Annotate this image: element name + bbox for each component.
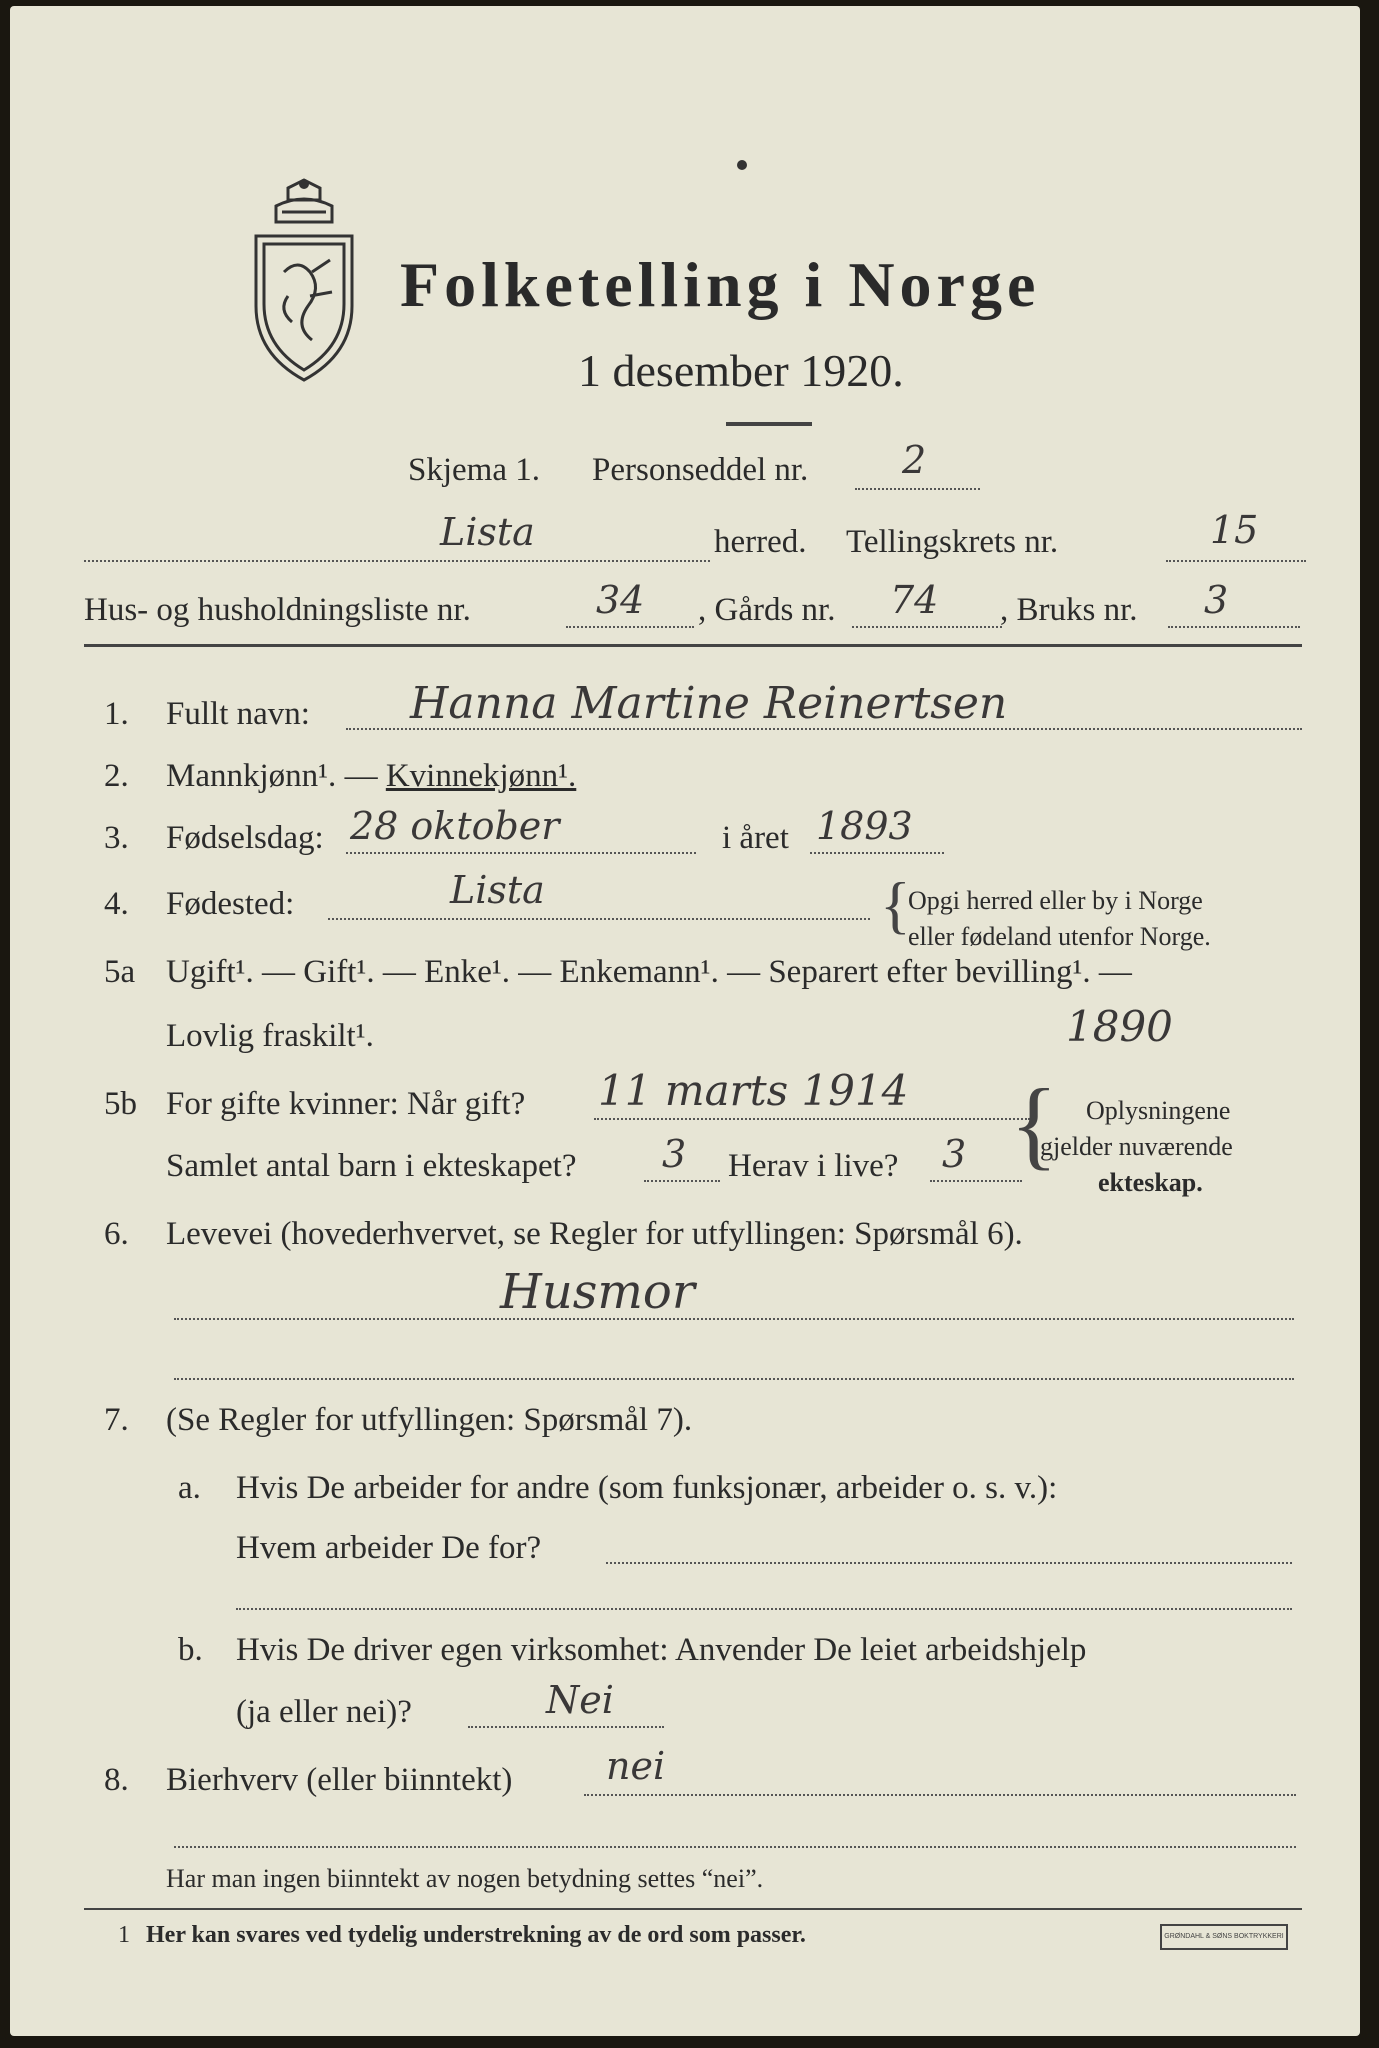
q7b-text2: (ja eller nei)? <box>236 1694 412 1730</box>
tellingskrets-label: Tellingskrets nr. <box>846 524 1059 560</box>
gards-dots <box>852 626 1002 628</box>
brace-icon: { <box>880 869 911 940</box>
form-date: 1 desember 1920. <box>578 345 904 396</box>
q6-number: 6. <box>104 1216 129 1252</box>
q5b-note-line1: Oplysningene <box>1086 1096 1231 1125</box>
bruks-label: , Bruks nr. <box>1000 592 1138 628</box>
title-rule <box>726 422 812 426</box>
personseddel-label: Personseddel nr. <box>592 452 809 488</box>
q4-label: Fødested: <box>166 886 295 922</box>
q4-number: 4. <box>104 886 129 922</box>
margin-year-value: 1890 <box>1066 1002 1173 1051</box>
gender-options <box>166 758 576 795</box>
printer-stamp: GRØNDAHL & SØNS BOKTRYKKERI <box>1160 1924 1288 1950</box>
q7a-text: Hvis De arbeider for andre (som funksjonær, arbeider o. s. v.): <box>236 1470 1058 1506</box>
q7-label: (Se Regler for utfyllingen: Spørsmål 7). <box>166 1402 693 1438</box>
q8-dots-1 <box>584 1794 1296 1796</box>
husliste-value[interactable]: 34 <box>596 578 645 622</box>
q1-label: Fullt navn: <box>166 696 310 732</box>
form-title: Folketelling i Norge <box>400 249 1041 320</box>
barn-label: Samlet antal barn i ekteskapet? <box>166 1148 577 1184</box>
gards-value[interactable]: 74 <box>890 578 939 622</box>
q7b-dots <box>468 1726 664 1728</box>
barn-value[interactable]: 3 <box>662 1132 687 1176</box>
q7-number: 7. <box>104 1402 129 1438</box>
gards-label: , Gårds nr. <box>698 592 836 628</box>
q5b-number: 5b <box>104 1086 137 1122</box>
husliste-dots <box>566 626 694 628</box>
q8-label: Bierhverv (eller biinntekt) <box>166 1762 513 1798</box>
year-label: i året <box>722 820 789 856</box>
census-form <box>10 6 1360 2036</box>
bruks-value[interactable]: 3 <box>1204 578 1229 622</box>
q7a-dots-2 <box>236 1608 1292 1610</box>
barn-dots <box>644 1180 720 1182</box>
gender-dash: — <box>336 758 386 794</box>
personseddel-dots <box>855 488 980 490</box>
live-dots <box>930 1180 1022 1182</box>
q5b-dots <box>594 1118 1030 1120</box>
bruks-dots <box>1168 626 1300 628</box>
birthplace-value[interactable]: Lista <box>450 868 545 912</box>
marriage-date-value[interactable]: 11 marts 1914 <box>598 1066 909 1115</box>
q1-number: 1. <box>104 696 129 732</box>
q4-note-line2: eller fødeland utenfor Norge. <box>908 922 1211 951</box>
herred-dots <box>84 560 710 562</box>
husliste-label: Hus- og husholdningsliste nr. <box>84 592 471 628</box>
brace-icon: { <box>1010 1068 1058 1179</box>
q5a-number: 5a <box>104 954 136 990</box>
birth-year-value[interactable]: 1893 <box>816 804 913 848</box>
q5b-note-line3: ekteskap. <box>1098 1168 1203 1197</box>
q3-dots <box>346 852 696 854</box>
occupation-value[interactable]: Husmor <box>500 1264 695 1320</box>
header-divider <box>84 644 1302 647</box>
q5b-label: For gifte kvinner: Når gift? <box>166 1086 526 1122</box>
q6-dots-2 <box>174 1378 1294 1380</box>
mann-option[interactable]: Mannkjønn¹. <box>166 758 337 794</box>
live-label: Herav i live? <box>728 1148 899 1184</box>
q7a-text2: Hvem arbeider De for? <box>236 1530 542 1566</box>
q6-label: Levevei (hovederhvervet, se Regler for utfyllingen: Spørsmål 6). <box>166 1216 1023 1252</box>
q3-number: 3. <box>104 820 129 856</box>
q7b-letter: b. <box>178 1632 203 1668</box>
q7a-dots-1 <box>606 1562 1292 1564</box>
q4-note-line1: Opgi herred eller by i Norge <box>908 886 1203 915</box>
kvinne-option[interactable]: Kvinnekjønn¹. <box>385 758 577 794</box>
q3-label: Fødselsdag: <box>166 820 324 856</box>
q7b-text: Hvis De driver egen virksomhet: Anvender De leiet arbeidshjelp <box>236 1632 1087 1668</box>
q8-dots-2 <box>174 1846 1296 1848</box>
side-income-value[interactable]: nei <box>606 1744 666 1788</box>
q2-number: 2. <box>104 758 129 794</box>
footer-divider <box>84 1908 1302 1910</box>
q6-dots-1 <box>174 1318 1294 1320</box>
herred-label: herred. <box>714 524 807 560</box>
hired-help-value[interactable]: Nei <box>546 1678 614 1722</box>
q7a-letter: a. <box>178 1470 201 1506</box>
marital-options-line2[interactable]: Lovlig fraskilt¹. <box>166 1018 374 1054</box>
income-note: Har man ingen biinntekt av nogen betydning settes “nei”. <box>166 1864 764 1893</box>
coat-of-arms-icon <box>248 176 360 386</box>
q5b-note-line2: gjelder nuværende <box>1040 1132 1233 1161</box>
year-dots <box>810 852 944 854</box>
ornament-dot <box>737 160 747 170</box>
live-value[interactable]: 3 <box>942 1132 967 1176</box>
full-name-value[interactable]: Hanna Martine Reinertsen <box>410 678 1008 729</box>
herred-value[interactable]: Lista <box>440 510 535 554</box>
q4-dots <box>328 918 870 920</box>
personseddel-value[interactable]: 2 <box>902 438 927 482</box>
footnote-number: 1 <box>118 1922 130 1948</box>
birthday-value[interactable]: 28 oktober <box>350 804 560 848</box>
tellingskrets-value[interactable]: 15 <box>1210 508 1259 552</box>
q8-number: 8. <box>104 1762 129 1798</box>
footnote-text: Her kan svares ved tydelig understrekning av de ord som passer. <box>146 1922 806 1948</box>
tellingskrets-dots <box>1166 560 1306 562</box>
skjema-label: Skjema 1. <box>408 452 540 488</box>
marital-options[interactable]: Ugift¹. — Gift¹. — Enke¹. — Enkemann¹. — Separert efter bevilling¹. — <box>166 954 1132 990</box>
